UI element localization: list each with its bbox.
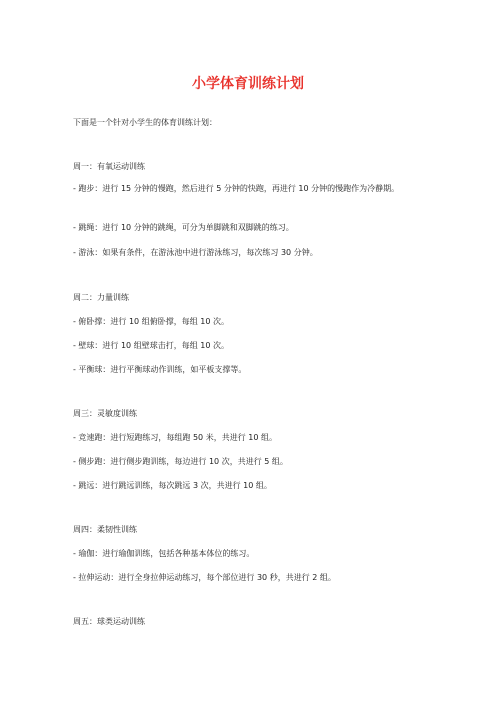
list-item: - 俯卧撑：进行 10 组俯卧撑，每组 10 次。 [73, 317, 229, 326]
list-item: - 拉伸运动：进行全身拉伸运动练习，每个部位进行 30 秒，共进行 2 组。 [73, 573, 336, 582]
list-item: - 跳绳：进行 10 分钟的跳绳，可分为单脚跳和双脚跳的练习。 [73, 223, 294, 232]
list-item: - 平衡球：进行平衡球动作训练，如平板支撑等。 [73, 365, 247, 374]
list-item: - 侧步跑：进行侧步跑训练，每边进行 10 次，共进行 5 组。 [73, 457, 288, 466]
intro-paragraph: 下面是一个针对小学生的体育训练计划： [73, 118, 217, 127]
day-heading-wednesday: 周三：灵敏度训练 [73, 409, 137, 418]
list-item: - 瑜伽：进行瑜伽训练，包括各种基本体位的练习。 [73, 549, 255, 558]
day-heading-thursday: 周四：柔韧性训练 [73, 525, 137, 534]
day-heading-monday: 周一：有氧运动训练 [73, 162, 145, 171]
list-item: - 跑步：进行 15 分钟的慢跑，然后进行 5 分钟的快跑，再进行 10 分钟的慢跑作为冷静期。 [73, 184, 400, 193]
day-heading-friday: 周五：球类运动训练 [73, 617, 145, 626]
list-item: - 壁球：进行 10 组壁球击打，每组 10 次。 [73, 341, 229, 350]
list-item: - 跳远：进行跳远训练，每次跳远 3 次，共进行 10 组。 [73, 481, 272, 490]
list-item: - 竞速跑：进行短跑练习，每组跑 50 米，共进行 10 组。 [73, 433, 277, 442]
document-title: 小学体育训练计划 [192, 76, 304, 92]
list-item: - 游泳：如果有条件，在游泳池中进行游泳练习，每次练习 30 分钟。 [73, 248, 318, 257]
day-heading-tuesday: 周二：力量训练 [73, 293, 129, 302]
